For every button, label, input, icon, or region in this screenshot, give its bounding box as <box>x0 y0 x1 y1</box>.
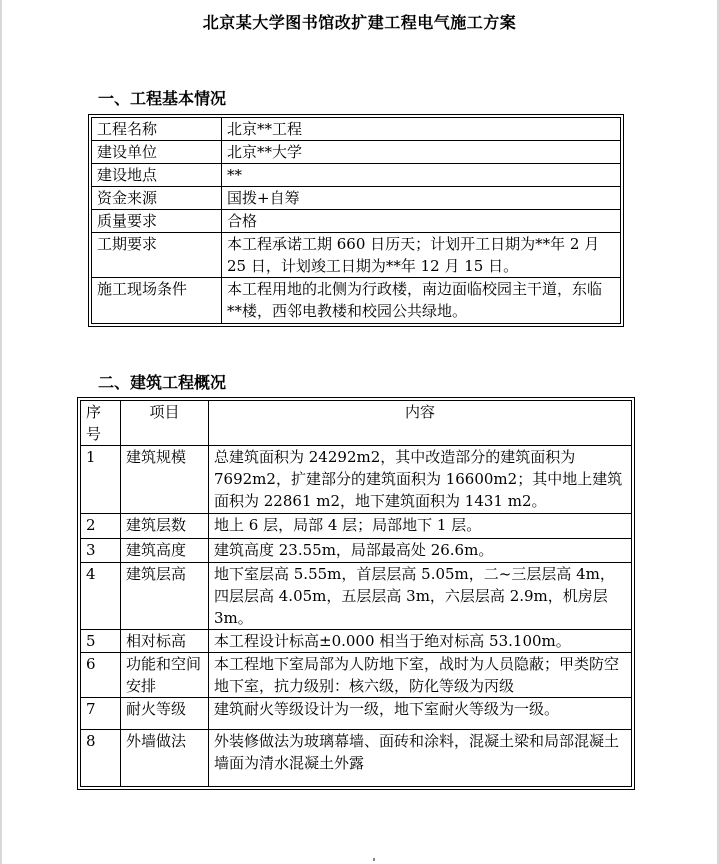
table-row <box>81 653 631 698</box>
row-item: 建筑层数 <box>121 514 209 539</box>
header-no: 序号 <box>81 401 121 446</box>
row-content: 本工程设计标高±0.000 相当于绝对标高 53.100m。 <box>209 630 631 653</box>
row-no: 4 <box>81 563 121 630</box>
row-item: 建筑高度 <box>121 539 209 563</box>
row-no: 8 <box>81 730 121 786</box>
row-content: 地上 6 层，局部 4 层；局部地下 1 层。 <box>209 514 631 539</box>
row-value: 本工程用地的北侧为行政楼，南边面临校园主干道，东临**楼，西邻电教楼和校园公共绿地。 <box>227 280 603 320</box>
page-edge-left <box>0 0 2 864</box>
building-overview-table <box>80 400 632 787</box>
header-item: 项目 <box>121 401 209 446</box>
row-value: 本工程承诺工期 660 日历天；计划开工日期为**年 2 月 25 日，计划竣工日期为**年 12 月 15 日。 <box>222 233 620 278</box>
row-value: 北京**大学 <box>222 141 620 164</box>
row-no: 2 <box>81 514 121 539</box>
table-row <box>92 164 620 187</box>
row-no: 3 <box>81 539 121 563</box>
table-row <box>92 278 620 323</box>
row-label: 施工现场条件 <box>92 278 222 323</box>
row-value: ** <box>222 164 620 187</box>
table-header-row <box>81 401 631 446</box>
table-row <box>92 118 620 141</box>
row-content: 本工程地下室局部为人防地下室，战时为人员隐蔽；甲类防空地下室，抗力级别：核六级，防化等级为丙级 <box>209 653 631 698</box>
table-row <box>81 539 631 563</box>
table-row <box>92 187 620 210</box>
row-label: 工期要求 <box>92 233 222 278</box>
row-label: 资金来源 <box>92 187 222 210</box>
row-item: 建筑规模 <box>121 446 209 514</box>
table-row <box>81 446 631 514</box>
section-heading-basic-info: 一、工程基本情况 <box>98 89 227 108</box>
row-content: 总建筑面积为 24292m2，其中改造部分的建筑面积为 7692m2，扩建部分的建筑面积为 16600m2；其中地上建筑面积为 22861 m2，地下建筑面积为 1431 m2。 <box>209 446 631 514</box>
row-value: 北京**工程 <box>222 118 620 141</box>
header-content: 内容 <box>209 401 631 446</box>
row-label: 建设地点 <box>92 164 222 187</box>
basic-info-table <box>91 117 621 324</box>
row-value: 合格 <box>222 210 620 233</box>
table-row <box>81 730 631 786</box>
table-row <box>81 563 631 630</box>
row-value: 国拨+自筹 <box>222 187 620 210</box>
row-item: 外墙做法 <box>121 730 209 786</box>
row-item: 功能和空间安排 <box>121 653 209 698</box>
document-title: 北京某大学图书馆改扩建工程电气施工方案 <box>202 13 517 32</box>
section-heading-building-overview: 二、建筑工程概况 <box>98 373 227 392</box>
row-no: 1 <box>81 446 121 514</box>
table-row <box>92 210 620 233</box>
row-label: 质量要求 <box>92 210 222 233</box>
row-item: 相对标高 <box>121 630 209 653</box>
row-no: 5 <box>81 630 121 653</box>
row-content: 地下室层高 5.55m，首层层高 5.05m，二~三层层高 4m，四层层高 4.05m，五层层高 3m，六层层高 2.9m，机房层 3m。 <box>209 563 631 630</box>
row-content: 建筑耐火等级设计为一级，地下室耐火等级为一级。 <box>209 698 631 730</box>
table-row <box>92 233 620 278</box>
row-no: 7 <box>81 698 121 730</box>
table-row <box>81 698 631 730</box>
row-content: 建筑高度 23.55m，局部最高处 26.6m。 <box>209 539 631 563</box>
row-label: 工程名称 <box>92 118 222 141</box>
row-item: 建筑层高 <box>121 563 209 630</box>
page-footer-mark <box>373 858 375 861</box>
table-row <box>81 514 631 539</box>
row-label: 建设单位 <box>92 141 222 164</box>
table-row <box>81 630 631 653</box>
row-content: 外装修做法为玻璃幕墙、面砖和涂料，混凝土梁和局部混凝土墙面为清水混凝土外露 <box>214 732 620 772</box>
table-row <box>92 141 620 164</box>
row-no: 6 <box>81 653 121 698</box>
row-item: 耐火等级 <box>121 698 209 730</box>
